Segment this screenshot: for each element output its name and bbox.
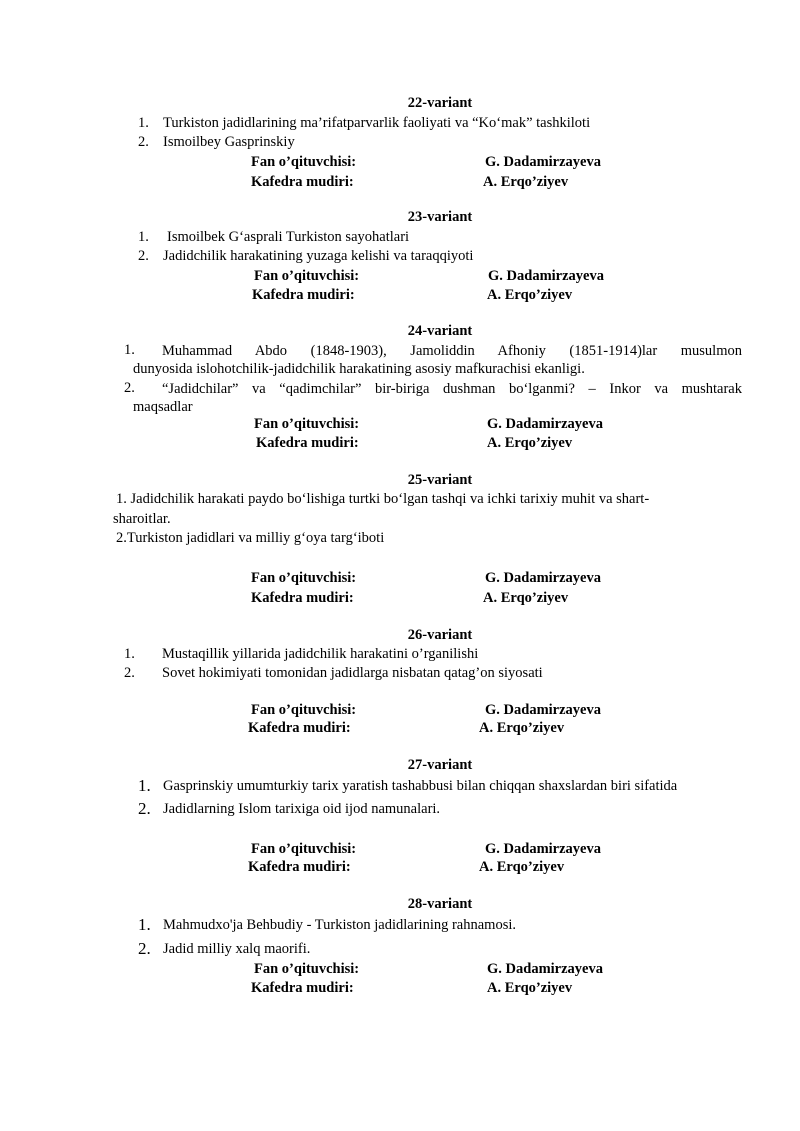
item-number: 1. [124,342,135,358]
item-text-continued: maqsadlar [133,399,193,415]
teacher-label: Fan o’qituvchisi: [251,702,357,718]
item-text: Turkiston jadidlarining ma’rifatparvarlik faoliyati va “Ko‘mak” tashkiloti [163,115,591,131]
item-text: Mustaqillik yillarida jadidchilik harakatini o’rganilishi [162,646,479,662]
teacher-label: Fan o’qituvchisi: [251,841,357,857]
item-text: Sovet hokimiyati tomonidan jadidlarga nisbatan qatag’on siyosati [162,665,543,681]
head-name: A. Erqo’ziyev [487,435,573,451]
item-number: 2. [138,939,151,958]
item-text: Ismoilbek G‘asprali Turkiston sayohatlari [167,229,410,245]
head-name: A. Erqo’ziyev [483,590,569,606]
teacher-label: Fan o’qituvchisi: [254,268,360,284]
item-text: Mahmudxo'ja Behbudiy - Turkiston jadidlarining rahnamosi. [163,917,517,933]
item-text: Jadid milliy xalq maorifi. [163,941,311,957]
variant-title: 27-variant [407,757,473,773]
item-number: 1. [138,115,149,131]
teacher-name: G. Dadamirzayeva [488,268,604,284]
head-name: A. Erqo’ziyev [479,859,565,875]
head-label: Kafedra mudiri: [251,980,354,996]
item-text-continued: sharoitlar. [113,511,171,527]
item-number: 1. [138,776,151,795]
item-text: 2.Turkiston jadidlari va milliy g‘oya targ‘iboti [116,530,385,546]
head-name: A. Erqo’ziyev [483,174,569,190]
teacher-name: G. Dadamirzayeva [485,570,601,586]
teacher-name: G. Dadamirzayeva [487,961,603,977]
variant-title: 26-variant [407,627,473,643]
head-name: A. Erqo’ziyev [479,720,565,736]
item-text: Gasprinskiy umumturkiy tarix yaratish tashabbusi bilan chiqqan shaxslardan biri sifatida [163,778,678,794]
item-number: 1. [138,915,151,934]
variant-title: 23-variant [407,209,473,225]
head-name: A. Erqo’ziyev [487,980,573,996]
item-text: Ismoilbey Gasprinskiy [163,134,295,150]
teacher-name: G. Dadamirzayeva [487,416,603,432]
teacher-label: Fan o’qituvchisi: [254,416,360,432]
teacher-name: G. Dadamirzayeva [485,702,601,718]
head-label: Kafedra mudiri: [251,174,354,190]
item-text-continued: dunyosida islohotchilik-jadidchilik harakatining asosiy mafkurachisi ekanligi. [133,361,585,377]
head-label: Kafedra mudiri: [256,435,359,451]
item-number: 1. [124,646,135,662]
item-text: Jadidlarning Islom tarixiga oid ijod namunalari. [163,801,441,817]
teacher-label: Fan o’qituvchisi: [251,154,357,170]
head-label: Kafedra mudiri: [248,859,351,875]
item-number: 2. [124,665,135,681]
variant-title: 25-variant [407,472,473,488]
item-number: 2. [124,380,135,396]
variant-title: 24-variant [407,323,473,339]
item-number: 1. [138,229,149,245]
item-number: 2. [138,799,151,818]
variant-title: 22-variant [407,95,473,111]
variant-title: 28-variant [407,896,473,912]
head-name: A. Erqo’ziyev [487,287,573,303]
head-label: Kafedra mudiri: [251,590,354,606]
item-number: 2. [138,248,149,264]
item-text: Jadidchilik harakatining yuzaga kelishi va taraqqiyoti [163,248,474,264]
head-label: Kafedra mudiri: [252,287,355,303]
item-text: 1. Jadidchilik harakati paydo bo‘lishiga turtki bo‘lgan tashqi va ichki tarixiy muhit va shart- [116,491,650,507]
teacher-name: G. Dadamirzayeva [485,841,601,857]
item-number: 2. [138,134,149,150]
teacher-name: G. Dadamirzayeva [485,154,601,170]
teacher-label: Fan o’qituvchisi: [254,961,360,977]
head-label: Kafedra mudiri: [248,720,351,736]
teacher-label: Fan o’qituvchisi: [251,570,357,586]
item-text: Muhammad Abdo (1848-1903), Jamoliddin Afhoniy (1851-1914)lar musulmon [162,343,742,359]
item-text: “Jadidchilar” va “qadimchilar” bir-biriga dushman bo‘lganmi? – Inkor va mushtarak [162,381,742,397]
